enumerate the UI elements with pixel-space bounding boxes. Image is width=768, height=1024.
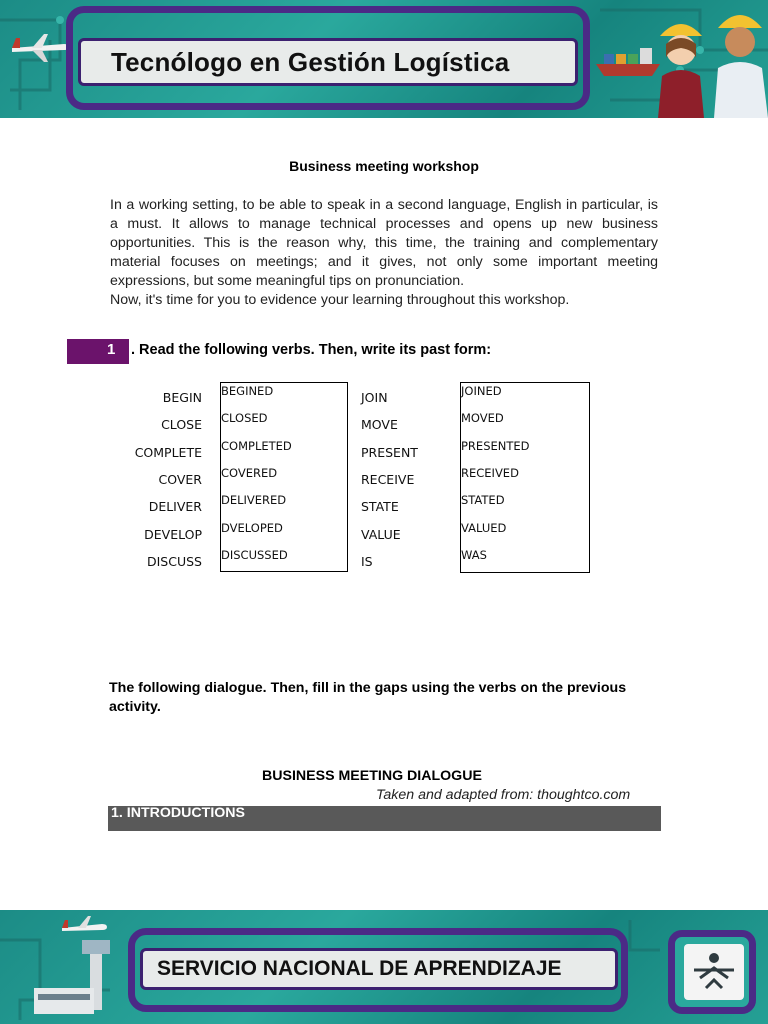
intro-paragraph: Now, it's time for you to evidence your learning throughout this workshop. — [110, 292, 570, 308]
workshop-heading: Business meeting workshop — [289, 158, 479, 174]
verb-label: DELIVER — [148, 499, 202, 514]
past-form-answer[interactable]: COMPLETED — [221, 439, 292, 453]
sena-logo — [684, 944, 744, 1000]
verb-label: DISCUSS — [147, 554, 202, 569]
intro-paragraph: In a working setting, to be able to speak in a second language, English in particular, is a must. It allows to manage technical processes and opens up new business opportunities. This is the reason why, this time, the training and complementary material focuses on meetings; and it gives, not only some important meeting expressions, but some meaningful tips on pronunciation. — [110, 197, 658, 289]
past-form-answer[interactable]: DVELOPED — [221, 521, 283, 535]
activity-number-badge: 1 — [67, 339, 129, 364]
verb-label: IS — [361, 554, 373, 569]
worker-man-icon — [712, 6, 768, 118]
activity-instruction: . Read the following verbs. Then, write its past form: — [131, 342, 492, 358]
past-form-answer[interactable]: DISCUSSED — [221, 548, 288, 562]
past-form-answer[interactable]: STATED — [461, 493, 505, 507]
verb-label: VALUE — [361, 527, 401, 542]
verb-label: RECEIVE — [361, 472, 415, 487]
airplane-icon — [60, 914, 108, 940]
verb-label: STATE — [361, 499, 399, 514]
verb-label: COVER — [158, 472, 202, 487]
verb-label: CLOSE — [161, 417, 202, 432]
dialogue-source: Taken and adapted from: thoughtco.com — [376, 787, 631, 803]
verb-label: BEGIN — [162, 390, 202, 405]
past-form-answer[interactable]: WAS — [461, 548, 487, 562]
verb-label: JOIN — [361, 390, 388, 405]
past-form-answer[interactable]: MOVED — [461, 411, 504, 425]
past-form-answer[interactable]: BEGINED — [221, 384, 274, 398]
footer-title: SERVICIO NACIONAL DE APRENDIZAJE — [157, 957, 562, 980]
worker-woman-icon — [652, 14, 710, 118]
verb-label: COMPLETE — [134, 445, 202, 460]
section-header-introductions: 1. INTRODUCTIONS — [108, 806, 661, 831]
past-form-answer[interactable]: VALUED — [461, 521, 507, 535]
past-form-answer[interactable]: JOINED — [461, 384, 502, 398]
past-form-answer[interactable]: COVERED — [221, 466, 278, 480]
intro-text — [110, 196, 658, 310]
airplane-icon — [8, 30, 72, 64]
activity2-instruction: The following dialogue. Then, fill in the gaps using the verbs on the previous activity. — [109, 680, 627, 715]
past-form-answer[interactable]: PRESENTED — [461, 439, 530, 453]
past-form-answer[interactable]: RECEIVED — [461, 466, 519, 480]
header-title-box — [78, 38, 578, 86]
page-title: Tecnólogo en Gestión Logística — [111, 46, 510, 77]
past-form-answer[interactable]: CLOSED — [221, 411, 268, 425]
airport-control-tower-icon — [30, 930, 120, 1020]
sena-logo-icon — [684, 944, 744, 1000]
verb-label: MOVE — [361, 417, 398, 432]
verb-label: PRESENT — [361, 445, 418, 460]
past-form-answer[interactable]: DELIVERED — [221, 493, 287, 507]
verb-label: DEVELOP — [144, 527, 202, 542]
footer-title-box — [140, 948, 618, 990]
dialogue-title: BUSINESS MEETING DIALOGUE — [262, 768, 482, 784]
